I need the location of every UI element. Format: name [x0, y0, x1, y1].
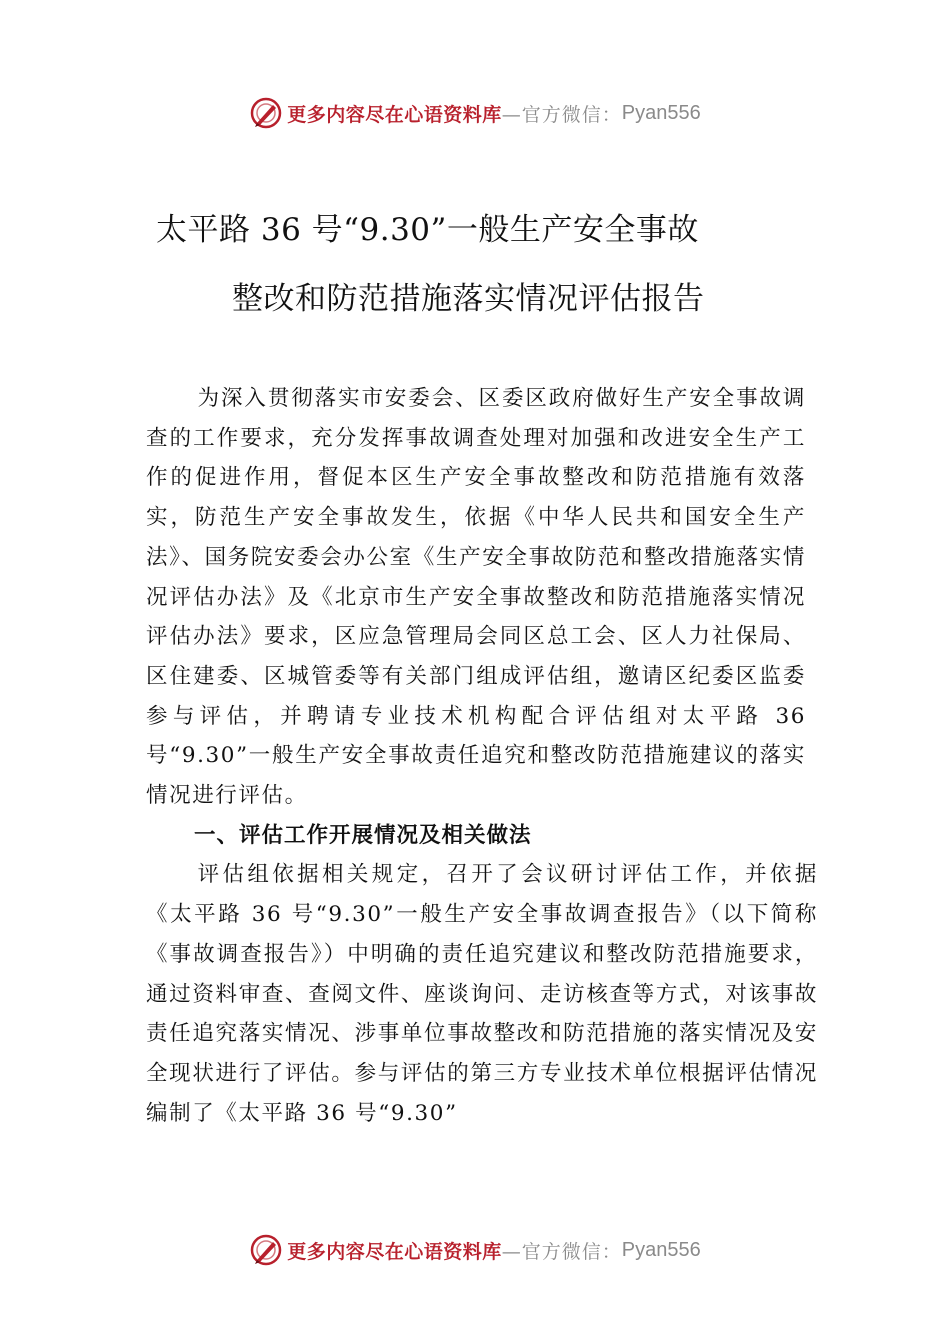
pen-circle-logo-icon	[249, 96, 283, 130]
document-body	[146, 379, 818, 1133]
document-title-line1: 太平路 36 号“9.30”一般生产安全事故	[156, 212, 699, 248]
watermark-header	[0, 93, 950, 133]
watermark-handle: Pyan556	[621, 1238, 701, 1261]
section-heading-1: 一、评估工作开展情况及相关做法	[194, 822, 532, 848]
watermark-sub-text: —官方微信：	[501, 1240, 622, 1263]
section1-paragraph: 评估组依据相关规定，召开了会议研讨评估工作，并依据《太平路 36 号“9.30”一般生产安全事故调查报告》（以下简称《事故调查报告》）中明确的责任追究建议和整改防范措施要求，通过资料审查、查阅文件、座谈询问、走访核查等方式，对该事故责任追究落实情况、涉事单位事故整改和防范措施的落实情况及安全现状进行了评估。参与评估的第三方专业技术单位根据评估情况编制了《太平路 36 号“9.30”	[146, 862, 818, 1126]
intro-paragraph: 为深入贯彻落实市安委会、区委区政府做好生产安全事故调查的工作要求，充分发挥事故调查处理对加强和改进安全生产工作的促进作用，督促本区生产安全事故整改和防范措施有效落实，防范生产安全事故发生，依据《中华人民共和国安全生产法》、国务院安委会办公室《生产安全事故防范和整改措施落实情况评估办法》及《北京市生产安全事故整改和防范措施落实情况评估办法》要求，区应急管理局会同区总工会、区人力社保局、区住建委、区城管委等有关部门组成评估组，邀请区纪委区监委参与评估，并聘请专业技术机构配合评估组对太平路 36 号“9.30”一般生产安全事故责任追究和整改防范措施建议的落实情况进行评估。	[146, 386, 806, 809]
watermark-footer	[0, 1230, 950, 1270]
watermark-handle: Pyan556	[621, 101, 701, 124]
document-title-line2: 整改和防范措施落实情况评估报告	[232, 281, 705, 317]
pen-circle-logo-icon	[249, 1233, 283, 1267]
watermark-main-text: 更多内容尽在心语资料库	[287, 103, 502, 126]
watermark-main-text: 更多内容尽在心语资料库	[287, 1240, 502, 1263]
watermark-sub-text: —官方微信：	[501, 103, 622, 126]
